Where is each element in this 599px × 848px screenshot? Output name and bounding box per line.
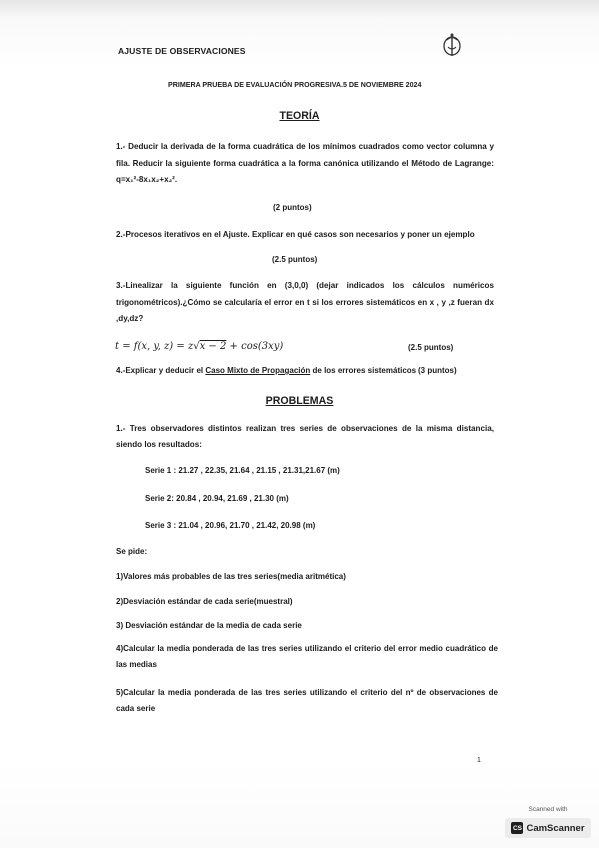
course-title: AJUSTE DE OBSERVACIONES — [118, 46, 246, 56]
series-2: Serie 2: 20.84 , 20.94, 21.69 , 21.30 (m) — [145, 494, 289, 503]
question-4-points: (3 puntos) — [418, 366, 457, 375]
scan-edge-shadow — [0, 0, 599, 18]
question-1-formula: q=x₁²-8x₁x₂+x₂². — [116, 175, 178, 184]
formula-sqrt: x − 2 — [199, 341, 227, 352]
question-1-text: 1.- Deducir la derivada de la forma cuadrática de los mínimos cuadrados como vector columna y fila. Reducir la siguiente forma cuadrática a la forma canónica utilizando el Método de Lagrange: — [116, 142, 494, 168]
series-1: Serie 1 : 21.27 , 22.35, 21.64 , 21.15 , 21.31,21.67 (m) — [145, 466, 340, 475]
camscanner-watermark — [505, 806, 591, 840]
question-3-points: (2.5 puntos) — [408, 343, 454, 352]
ask-1: 1)Valores más probables de las tres series(media aritmética) — [116, 572, 346, 581]
problem-1-text: 1.- Tres observadores distintos realizan tres series de observaciones de la misma distancia, siendo los resultados: — [116, 424, 494, 449]
scanned-with-label: Scanned with — [528, 806, 568, 813]
se-pide-label: Se pide: — [116, 547, 148, 556]
camscanner-name: CamScanner — [526, 822, 585, 834]
question-4-underlined: Caso Mixto de Propagación — [205, 366, 311, 375]
problems-heading: PROBLEMAS — [265, 395, 334, 407]
question-4-text — [116, 366, 416, 375]
formula-rest: + cos(3xy) — [226, 341, 284, 352]
ask-4: 4)Calcular la media ponderada de las tres series utilizando el criterio del error medio cuadrático de las medias — [116, 644, 498, 669]
formula-lhs: t = f(x, y, z) = — [115, 341, 188, 352]
camscanner-icon: CS — [511, 822, 523, 834]
ask-3: 3) Desviación estándar de la media de cada serie — [116, 621, 302, 630]
page-number: 1 — [477, 757, 481, 764]
theory-heading: TEORÍA — [279, 110, 320, 122]
question-2-points: (2.5 puntos) — [272, 255, 318, 264]
question-4-suffix: de los errores sistemáticos — [310, 366, 417, 375]
university-seal-icon — [441, 32, 463, 58]
formula-z: z — [187, 341, 194, 352]
question-3-text: 3.-Linealizar la siguiente función en (3,0,0) (dejar indicados los cálculos numéricos trigonométricos).¿Cómo se calcularía el error en t si los errores sistemáticos en x , y ,z fueran dx ,dy,dz? — [116, 281, 494, 323]
theory-question-1 — [116, 139, 494, 189]
ask-5: 5)Calcular la media ponderada de las tres series utilizando el criterio del nº de observaciones de cada serie — [116, 688, 498, 713]
camscanner-logo — [505, 818, 591, 838]
exam-subtitle: PRIMERA PRUEBA DE EVALUACIÓN PROGRESIVA.5 DE NOVIEMBRE 2024 — [168, 81, 422, 89]
question-1-points: (2 puntos) — [273, 203, 312, 212]
ask-2: 2)Desviación estándar de cada serie(muestral) — [116, 597, 293, 606]
question-3-formula: t = f(x, y, z) = z√x − 2 + cos(3xy) — [115, 341, 284, 352]
series-3: Serie 3 : 21.04 , 20.96, 21.70 , 21.42, 20.98 (m) — [145, 521, 316, 530]
question-4-prefix: 4.-Explicar y deducir el — [116, 366, 206, 375]
question-2-text: 2.-Procesos iterativos en el Ajuste. Explicar en qué casos son necesarios y poner un ejemplo — [116, 230, 475, 239]
